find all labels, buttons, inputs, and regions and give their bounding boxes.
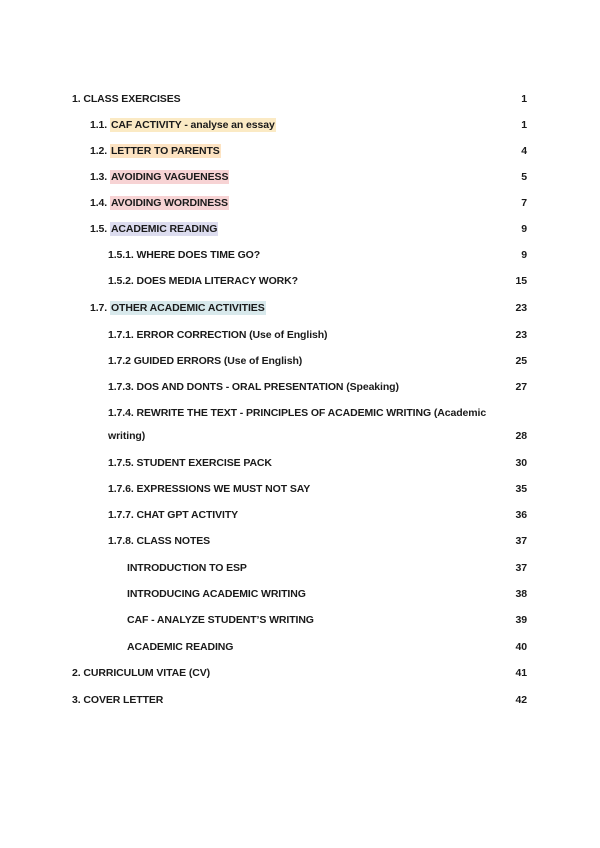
toc-title: CURRICULUM VITAE (CV): [83, 667, 211, 679]
toc-entry-1-4[interactable]: [0, 193, 600, 213]
toc-title-highlighted: CAF ACTIVITY - analyse an essay: [110, 119, 275, 131]
toc-number: 1.4.: [90, 197, 108, 209]
toc-number: 1.7.8.: [108, 535, 134, 547]
toc-entry-1-7-2[interactable]: [0, 351, 600, 371]
toc-title: ERROR CORRECTION (Use of English): [136, 329, 328, 341]
toc-entry-1-7[interactable]: [0, 298, 600, 318]
toc-number: 2.: [72, 667, 81, 679]
toc-title: WHERE DOES TIME GO?: [136, 249, 261, 261]
toc-entry-introduction-to-esp[interactable]: [0, 558, 600, 578]
toc-number: 1.7.6.: [108, 483, 134, 495]
toc-page-number: 38: [515, 588, 527, 600]
toc-number: 1.5.2.: [108, 275, 134, 287]
toc-number: 1.7.3.: [108, 381, 134, 393]
toc-title: INTRODUCING ACADEMIC WRITING: [127, 588, 306, 600]
toc-page-number: 1: [521, 119, 527, 131]
toc-page-number: 35: [515, 483, 527, 495]
toc-page-number: 25: [515, 355, 527, 367]
toc-number: 1.5.1.: [108, 249, 134, 261]
toc-title: CHAT GPT ACTIVITY: [136, 509, 239, 521]
toc-page-number: 37: [515, 535, 527, 547]
toc-entry-1-3[interactable]: [0, 167, 600, 187]
toc-entry-1[interactable]: [0, 89, 600, 109]
toc-page-number: 41: [515, 667, 527, 679]
toc-page-number: 9: [521, 249, 527, 261]
toc-page-number: 37: [515, 562, 527, 574]
toc-page-number: 9: [521, 223, 527, 235]
toc-number: 1.7.5.: [108, 457, 134, 469]
toc-title: REWRITE THE TEXT - PRINCIPLES OF ACADEMIC WRITING (Academic: [136, 407, 487, 419]
toc-title: ACADEMIC READING: [127, 641, 234, 653]
toc-title: INTRODUCTION TO ESP: [127, 562, 247, 574]
toc-number: 1.7.4.: [108, 407, 134, 419]
toc-entry-academic-reading[interactable]: [0, 637, 600, 657]
toc-number: 1.7.2: [108, 355, 131, 367]
toc-entry-1-7-5[interactable]: [0, 453, 600, 473]
toc-title-highlighted: OTHER ACADEMIC ACTIVITIES: [110, 302, 265, 314]
toc-title: CLASS EXERCISES: [83, 93, 181, 105]
toc-entry-2[interactable]: [0, 663, 600, 683]
toc-page-number: 40: [515, 641, 527, 653]
toc-entry-1-7-7[interactable]: [0, 505, 600, 525]
toc-entry-1-7-1[interactable]: [0, 325, 600, 345]
toc-entry-1-7-8[interactable]: [0, 531, 600, 551]
toc-number: 1.3.: [90, 171, 108, 183]
toc-page-number: 7: [521, 197, 527, 209]
toc-title: DOS AND DONTS - ORAL PRESENTATION (Speaking): [136, 381, 399, 393]
toc-page-number: 30: [515, 457, 527, 469]
toc-title: STUDENT EXERCISE PACK: [136, 457, 272, 469]
toc-title: CAF - ANALYZE STUDENT’S WRITING: [127, 614, 314, 626]
toc-number: 1.7.1.: [108, 329, 134, 341]
toc-title: GUIDED ERRORS (Use of English): [133, 355, 303, 367]
toc-title: DOES MEDIA LITERACY WORK?: [136, 275, 298, 287]
toc-entry-caf-analyze[interactable]: [0, 610, 600, 630]
toc-number: 1.7.7.: [108, 509, 134, 521]
toc-entry-1-5-1[interactable]: [0, 245, 600, 265]
toc-page-number: 39: [515, 614, 527, 626]
toc-entry-1-7-4[interactable]: [0, 403, 600, 423]
toc-entry-3[interactable]: [0, 690, 600, 710]
toc-title: COVER LETTER: [83, 694, 164, 706]
toc-title-highlighted: ACADEMIC READING: [110, 223, 218, 235]
toc-number: 1.: [72, 93, 81, 105]
toc-title-continuation: writing): [108, 430, 146, 442]
toc-title: CLASS NOTES: [136, 535, 211, 547]
toc-entry-introducing-academic-writing[interactable]: [0, 584, 600, 604]
toc-page-number: 27: [515, 381, 527, 393]
toc-number: 1.7.: [90, 302, 108, 314]
toc-page-number: 1: [521, 93, 527, 105]
toc-entry-1-7-3[interactable]: [0, 377, 600, 397]
toc-number: 1.2.: [90, 145, 108, 157]
toc-page-number: 5: [521, 171, 527, 183]
toc-number: 3.: [72, 694, 81, 706]
toc-page-number: 42: [515, 694, 527, 706]
toc-page-number: 4: [521, 145, 527, 157]
toc-entry-1-5[interactable]: [0, 219, 600, 239]
toc-entry-1-1[interactable]: [0, 115, 600, 135]
toc-page-number: 36: [515, 509, 527, 521]
toc-entry-1-7-6[interactable]: [0, 479, 600, 499]
toc-title-highlighted: AVOIDING VAGUENESS: [110, 171, 229, 183]
toc-page-number: 15: [515, 275, 527, 287]
toc-title: EXPRESSIONS WE MUST NOT SAY: [136, 483, 311, 495]
toc-page-number: 23: [515, 329, 527, 341]
toc-page-number: 28: [515, 430, 527, 442]
toc-entry-1-7-4-continued[interactable]: [0, 426, 600, 446]
toc-title-highlighted: AVOIDING WORDINESS: [110, 197, 228, 209]
toc-entry-1-5-2[interactable]: [0, 271, 600, 291]
toc-number: 1.1.: [90, 119, 108, 131]
toc-page-number: 23: [515, 302, 527, 314]
toc-number: 1.5.: [90, 223, 108, 235]
toc-title-highlighted: LETTER TO PARENTS: [110, 145, 220, 157]
toc-entry-1-2[interactable]: [0, 141, 600, 161]
